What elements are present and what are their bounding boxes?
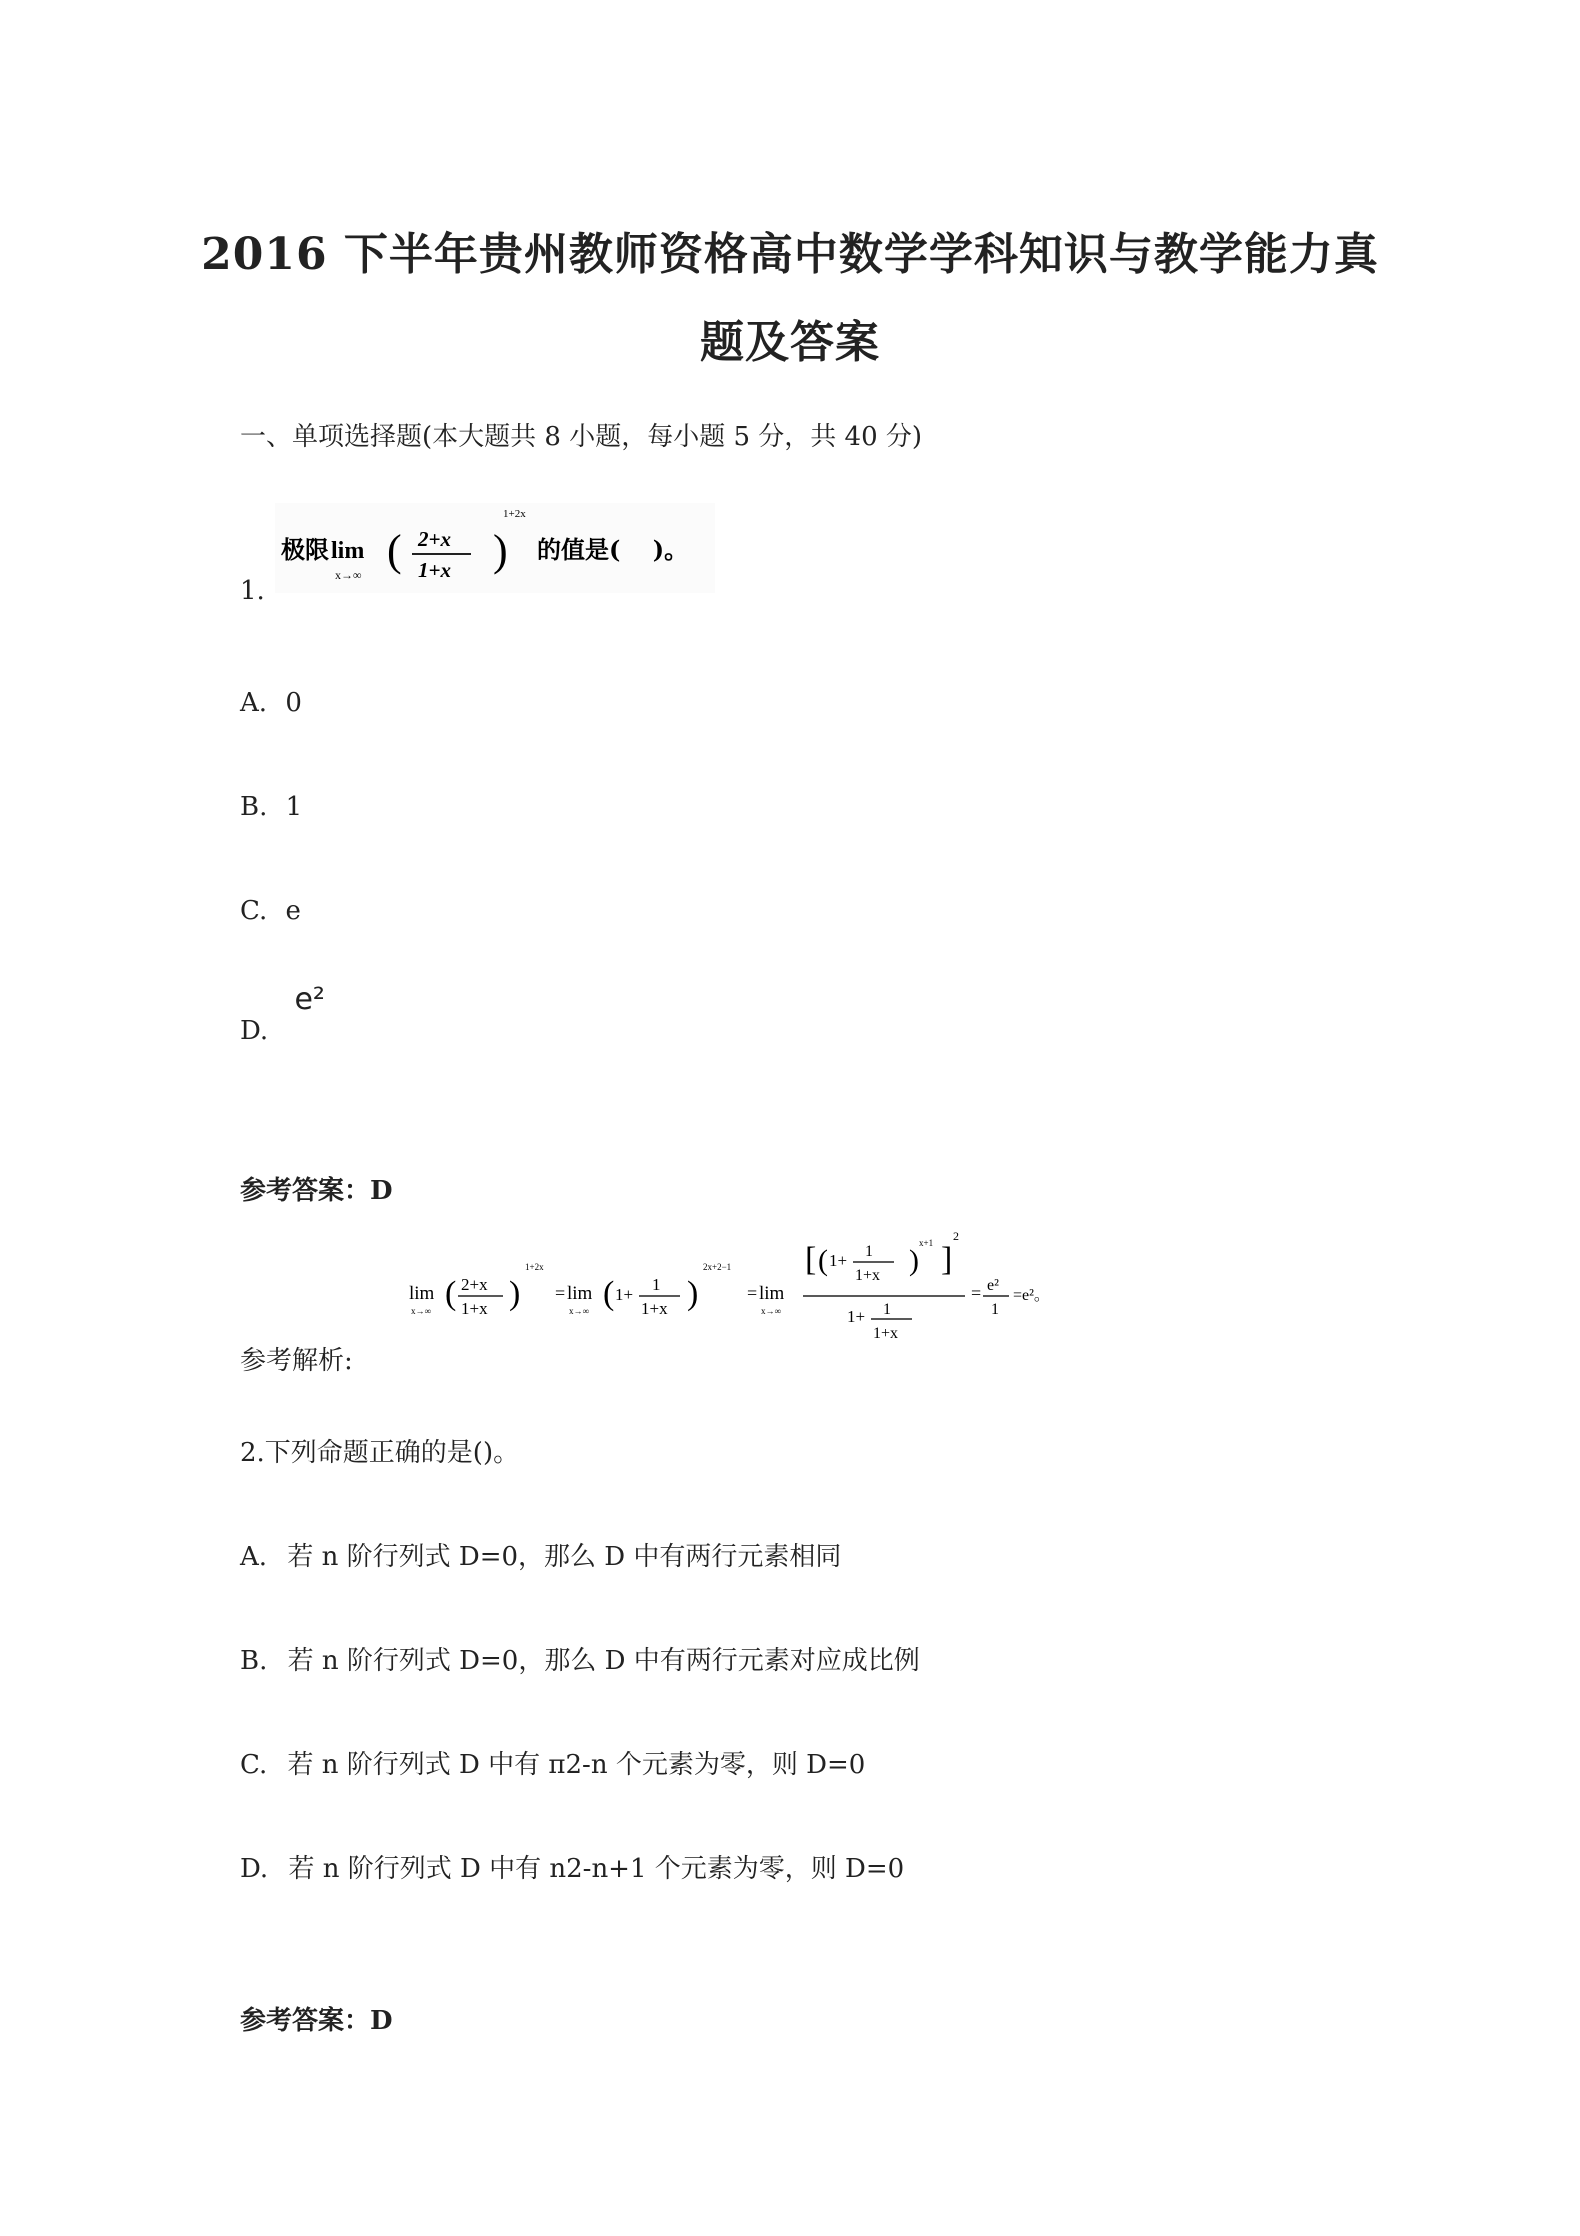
svg-text:(: ( <box>445 1275 457 1312</box>
svg-text:): ) <box>687 1275 699 1312</box>
svg-text:lim: lim <box>409 1283 435 1304</box>
q1-suffix: 的值是( )。 <box>537 535 689 564</box>
q1-option-c-text: e <box>285 896 301 926</box>
q1-analysis-expression <box>405 1226 1065 1356</box>
document-title-line1: 2016 下半年贵州教师资格高中数学学科知识与教学能力真 <box>201 229 1379 280</box>
q2-option-b <box>240 1640 920 1677</box>
q1-exp: 1+2x <box>503 508 526 520</box>
svg-text:1: 1 <box>883 1301 891 1318</box>
q2-option-c-text: 若 n 阶行列式 D 中有 π2-n 个元素为零，则 D=0 <box>287 1750 866 1780</box>
q2-option-a-text: 若 n 阶行列式 D=0，那么 D 中有两行元素相同 <box>287 1542 842 1572</box>
q2-option-b-label: B. <box>240 1646 268 1676</box>
svg-text:): ) <box>909 1244 919 1277</box>
svg-text:1: 1 <box>652 1275 661 1294</box>
q1-answer: 参考答案：D <box>240 1176 393 1206</box>
svg-text:=: = <box>747 1283 758 1303</box>
svg-text:x+1: x+1 <box>919 1238 934 1248</box>
q1-limit-expression <box>275 503 715 593</box>
q1-analysis-label: 参考解析: <box>240 1346 353 1376</box>
q1-option-d <box>240 982 325 1047</box>
svg-text:(: ( <box>603 1275 615 1312</box>
q1-option-a <box>240 688 302 718</box>
svg-text:1+2x: 1+2x <box>525 1262 544 1272</box>
svg-text:2: 2 <box>953 1229 959 1243</box>
q1-option-d-label: D. <box>240 1016 269 1046</box>
svg-text:1+: 1+ <box>615 1285 634 1304</box>
q2-option-d <box>240 1848 904 1885</box>
q1-frac-den: 1+x <box>418 558 451 582</box>
q1-option-c-label: C. <box>240 896 268 926</box>
q1-lim: lim <box>331 538 365 564</box>
svg-text:1+: 1+ <box>829 1251 848 1270</box>
q2-stem: 2.下列命题正确的是()。 <box>240 1438 520 1468</box>
q1-formula-image <box>275 503 715 593</box>
q1-option-a-label: A. <box>240 688 268 718</box>
svg-text:lim: lim <box>567 1283 593 1304</box>
q1-option-d-text: e² <box>294 982 325 1017</box>
q2-option-b-text: 若 n 阶行列式 D=0，那么 D 中有两行元素对应成比例 <box>287 1646 920 1676</box>
q1-option-b-label: B. <box>240 792 268 822</box>
svg-text:1+: 1+ <box>847 1307 866 1326</box>
svg-text:x→∞: x→∞ <box>761 1306 781 1316</box>
svg-text:(: ( <box>387 526 402 575</box>
section-heading: 一、单项选择题(本大题共 8 小题，每小题 5 分，共 40 分) <box>240 422 923 452</box>
svg-text:e²: e² <box>987 1277 999 1294</box>
svg-text:=e²。: =e²。 <box>1013 1287 1050 1304</box>
q1-analysis-formula <box>405 1226 1065 1356</box>
svg-text:[: [ <box>805 1241 817 1278</box>
svg-text:): ) <box>493 526 508 575</box>
svg-text:1: 1 <box>865 1243 873 1260</box>
q1-option-b <box>240 792 302 822</box>
q2-option-d-label: D. <box>240 1854 269 1884</box>
svg-text:1+x: 1+x <box>873 1325 899 1342</box>
q1-prefix: 极限 <box>281 535 329 564</box>
q1-frac-num: 2+x <box>418 527 451 551</box>
q1-lim-sub: x→∞ <box>335 568 362 582</box>
q2-answer: 参考答案：D <box>240 2006 393 2036</box>
svg-text:1+x: 1+x <box>641 1299 668 1318</box>
svg-text:lim: lim <box>759 1283 785 1304</box>
q1-option-b-text: 1 <box>285 792 303 822</box>
q1-number: 1. <box>240 576 265 606</box>
q1-option-a-text: 0 <box>285 688 302 718</box>
svg-text:1: 1 <box>991 1301 999 1318</box>
svg-text:(: ( <box>818 1244 828 1277</box>
svg-text:): ) <box>509 1275 521 1312</box>
svg-text:=: = <box>555 1283 566 1303</box>
svg-text:]: ] <box>941 1241 953 1278</box>
document-title-line2: 题及答案 <box>700 317 880 368</box>
q2-option-c <box>240 1744 865 1781</box>
svg-text:1+x: 1+x <box>855 1267 881 1284</box>
svg-text:x→∞: x→∞ <box>411 1306 431 1316</box>
svg-text:1+x: 1+x <box>461 1299 488 1318</box>
q1-option-c <box>240 896 301 926</box>
q2-option-c-label: C. <box>240 1750 268 1780</box>
svg-text:2x+2−1: 2x+2−1 <box>703 1262 732 1272</box>
svg-text:x→∞: x→∞ <box>569 1306 589 1316</box>
svg-text:=: = <box>971 1283 982 1303</box>
svg-text:2+x: 2+x <box>461 1275 488 1294</box>
q2-option-a-label: A. <box>240 1542 268 1572</box>
q2-option-d-text: 若 n 阶行列式 D 中有 n2-n+1 个元素为零，则 D=0 <box>288 1854 905 1884</box>
q2-option-a <box>240 1536 841 1573</box>
